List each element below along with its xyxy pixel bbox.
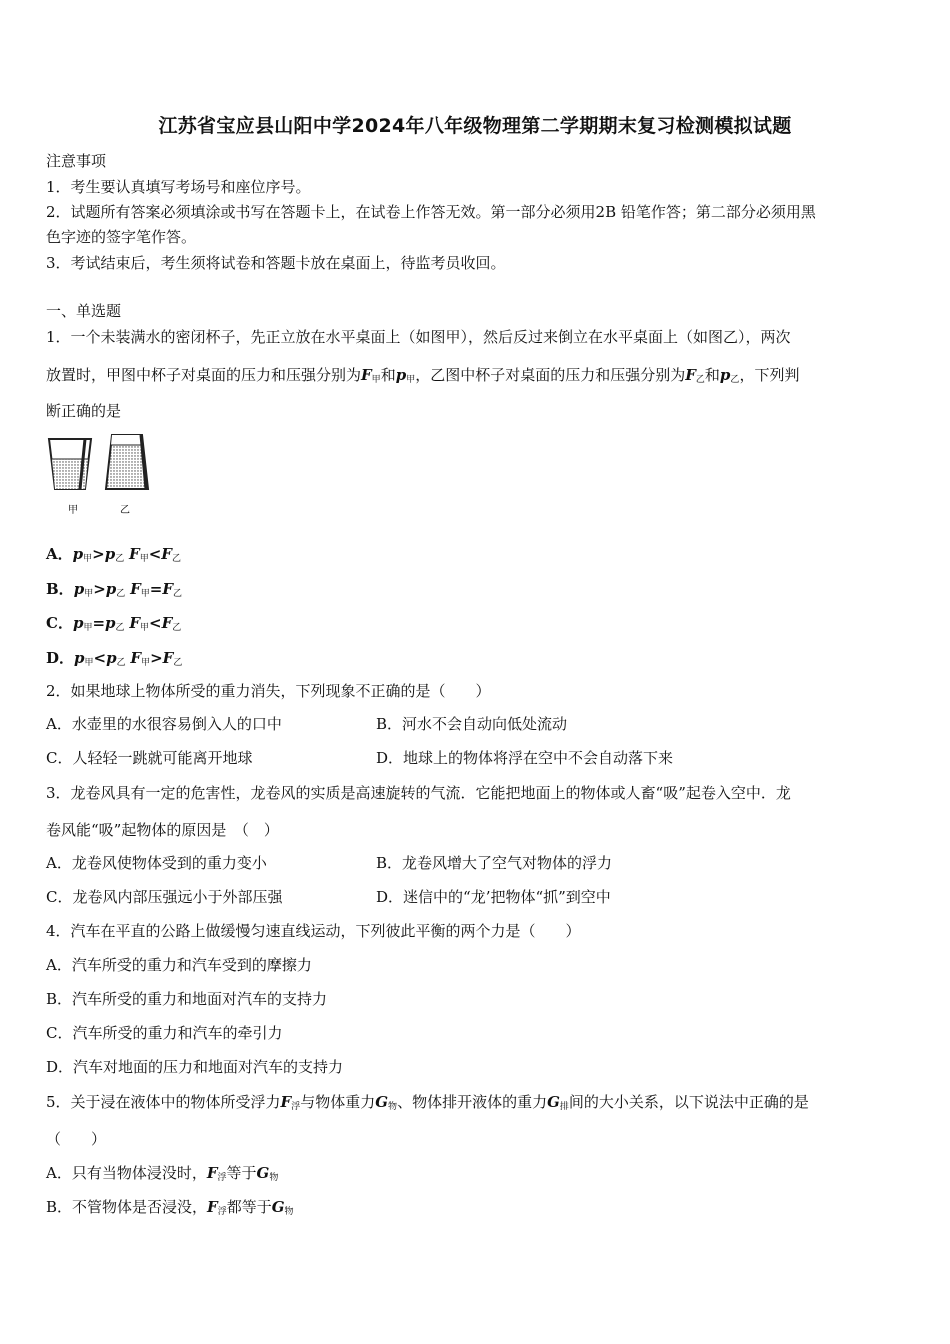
- q1-option-c[interactable]: C．p甲=p乙 F甲<F乙: [46, 614, 182, 633]
- q4-option-c[interactable]: C．汽车所受的重力和汽车的牵引力: [46, 1024, 283, 1042]
- q4-option-d[interactable]: D．汽车对地面的压力和地面对汽车的支持力: [46, 1058, 344, 1076]
- notice-item-2: 2．试题所有答案必须填涂或书写在答题卡上，在试卷上作答无效。第一部分必须用2B 铅笔作答；第二部分必须用黑: [46, 203, 816, 221]
- notice-item-1: 1．考生要认真填写考场号和座位序号。: [46, 178, 311, 196]
- label-yi: 乙: [120, 505, 130, 516]
- cup-upright: [49, 439, 91, 489]
- q5-line-2: （ ）: [46, 1130, 107, 1148]
- page-title: 江苏省宝应县山阳中学2024年八年级物理第二学期期末复习检测模拟试题: [158, 115, 792, 137]
- notice-item-3: 3．考试结束后，考生须将试卷和答题卡放在桌面上，待监考员收回。: [46, 254, 506, 272]
- section-heading: 一、单选题: [46, 302, 122, 320]
- q3-option-a[interactable]: A．龙卷风使物体受到的重力变小: [46, 854, 267, 872]
- notice-heading: 注意事项: [46, 152, 107, 170]
- cup-inverted: [106, 435, 148, 489]
- q2-option-d[interactable]: D．地球上的物体将浮在空中不会自动落下来: [376, 749, 674, 767]
- q5-option-a[interactable]: A．只有当物体浸没时，F浮等于G物: [46, 1164, 279, 1183]
- q1-line-1: 1．一个未装满水的密闭杯子，先正立放在水平桌面上（如图甲），然后反过来倒立在水平桌面上（如图乙），两次: [46, 328, 791, 346]
- q3-option-d[interactable]: D．迷信中的“龙’把物体“抓”到空中: [376, 888, 611, 906]
- notice-item-2-cont: 色字迹的签字笔作答。: [46, 228, 197, 246]
- q2-stem: 2．如果地球上物体所受的重力消失，下列现象不正确的是（ ）: [46, 682, 491, 700]
- q4-option-b[interactable]: B．汽车所受的重力和地面对汽车的支持力: [46, 990, 328, 1008]
- q2-option-a[interactable]: A．水壶里的水很容易倒入人的口中: [46, 715, 282, 733]
- cups-figure: [44, 431, 164, 521]
- label-jia: 甲: [68, 505, 78, 516]
- q3-option-c[interactable]: C．龙卷风内部压强远小于外部压强: [46, 888, 283, 906]
- q5-option-b[interactable]: B．不管物体是否浸没，F浮都等于G物: [46, 1198, 294, 1217]
- q3-line-1: 3．龙卷风具有一定的危害性，龙卷风的实质是高速旋转的气流．它能把地面上的物体或人畜“吸”起卷入空中．龙: [46, 784, 791, 802]
- q2-option-c[interactable]: C．人轻轻一跳就可能离开地球: [46, 749, 253, 767]
- q1-line-2: 放置时，甲图中杯子对桌面的压力和压强分别为F甲和p甲，乙图中杯子对桌面的压力和压强分别为F乙和p乙，下列判: [46, 366, 800, 385]
- q5-line-1: 5．关于浸在液体中的物体所受浮力F浮与物体重力G物、物体排开液体的重力G排间的大小关系，以下说法中正确的是: [46, 1093, 809, 1112]
- q1-option-b[interactable]: B．p甲>p乙 F甲=F乙: [46, 580, 182, 599]
- q2-option-b[interactable]: B．河水不会自动向低处流动: [376, 715, 568, 733]
- q3-line-2: 卷风能“吸”起物体的原因是 （ ）: [46, 821, 279, 839]
- q1-option-d[interactable]: D．p甲<p乙 F甲>F乙: [46, 649, 183, 668]
- q4-stem: 4．汽车在平直的公路上做缓慢匀速直线运动，下列彼此平衡的两个力是（ ）: [46, 922, 581, 940]
- q1-option-a[interactable]: A．p甲>p乙 F甲<F乙: [46, 545, 181, 564]
- q4-option-a[interactable]: A．汽车所受的重力和汽车受到的摩擦力: [46, 956, 312, 974]
- q3-option-b[interactable]: B．龙卷风增大了空气对物体的浮力: [376, 854, 613, 872]
- q1-line-3: 断正确的是: [46, 402, 122, 420]
